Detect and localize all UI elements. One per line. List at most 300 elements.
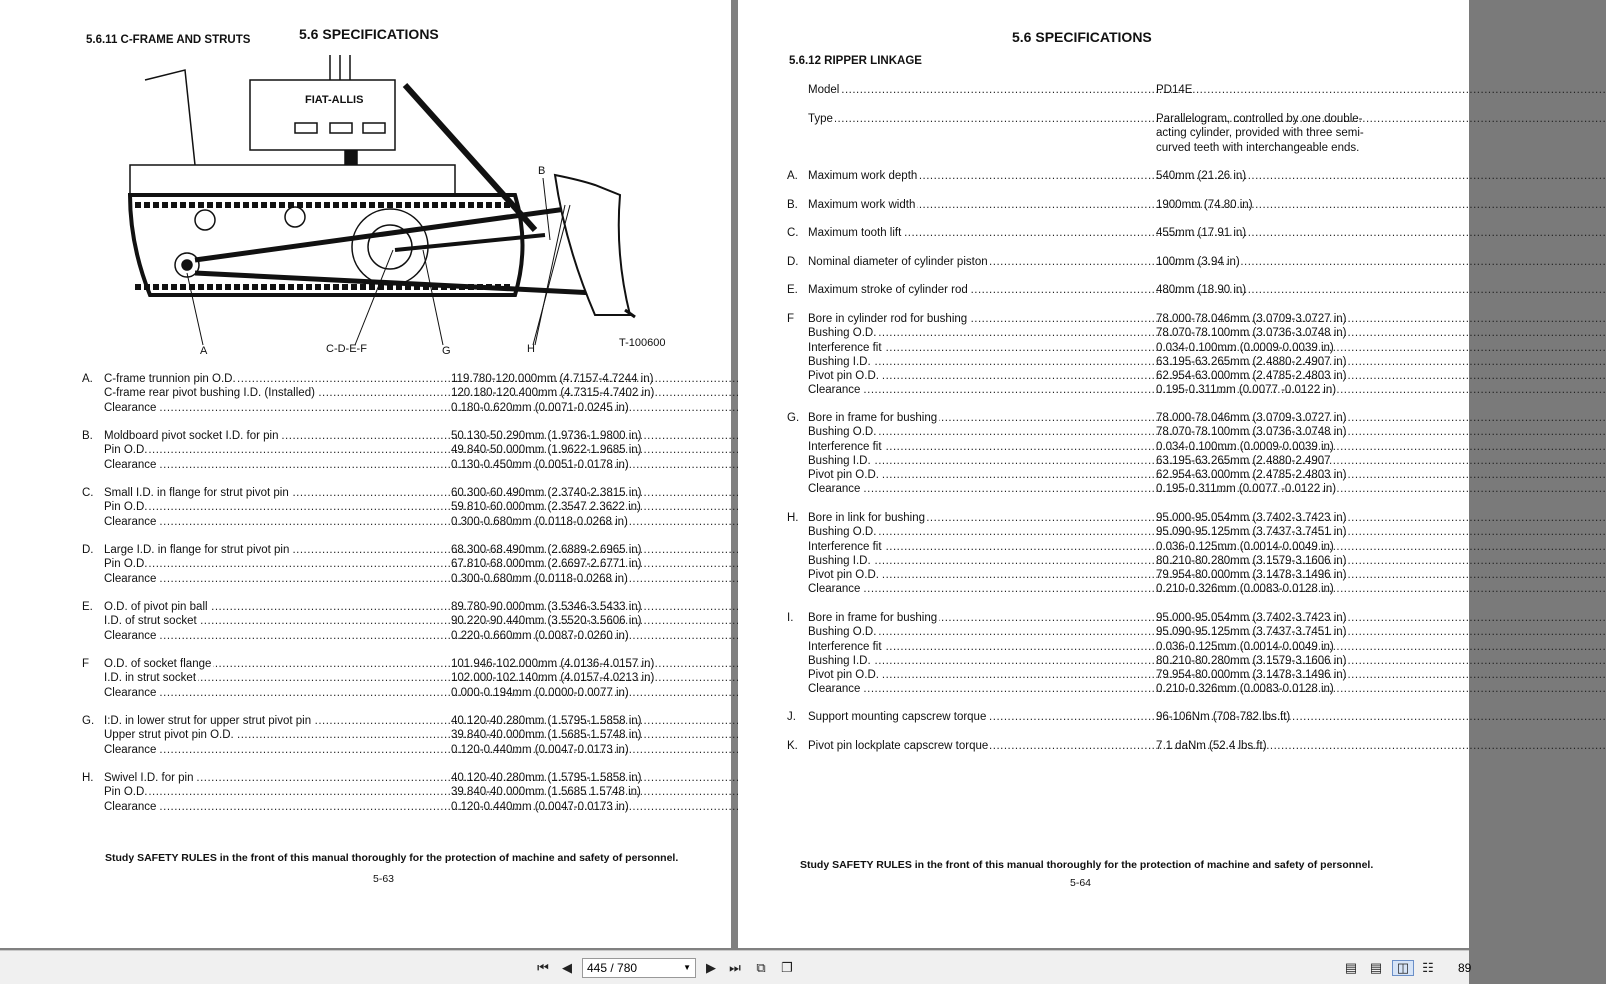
spec-label-text: Clearance xyxy=(808,384,861,397)
spec-label-text: O.D. of socket flange xyxy=(104,658,212,670)
spec-value: 0.036-0.125mm (0.0014-0.0049 in) xyxy=(1156,640,1334,653)
chevron-down-icon: ▼ xyxy=(683,963,691,972)
spec-value: 63.195-63.265mm (2.4880-2.4907 in) xyxy=(1156,355,1347,368)
document-page-left xyxy=(0,0,731,948)
spec-value: 95.090-95.125mm (3.7437-3.7451 in) xyxy=(1156,526,1347,539)
spec-value: 101.946-102.000mm (4.0136-4.0157 in) xyxy=(451,658,655,670)
spec-value: 102.000-102.140mm (4.0157-4.0213 in) xyxy=(451,672,655,685)
spec-row xyxy=(738,454,1438,468)
spec-row xyxy=(0,671,700,685)
spec-label-text: Bore in link for bushing xyxy=(808,512,925,524)
spec-value: 67.810-68.000mm (2.6697-2.6771 in) xyxy=(451,558,642,571)
spec-label xyxy=(808,383,1148,397)
callout-a: A xyxy=(200,345,208,357)
spec-label xyxy=(808,540,1148,554)
spec-value: 89.780-90.000mm (3.5346-3.5433 in) xyxy=(451,601,642,613)
spec-value: 95.000-95.054mm (3.7402-3.7423 in) xyxy=(1156,512,1347,524)
single-page-icon[interactable]: ▤ xyxy=(1344,960,1358,975)
viewer-toolbar xyxy=(0,950,1472,984)
spec-label-text: Bore in cylinder rod for bushing xyxy=(808,313,968,325)
spec-letter: C. xyxy=(82,487,94,499)
spec-row xyxy=(0,572,700,586)
document-page-right xyxy=(738,0,1469,948)
spec-row xyxy=(738,112,1438,126)
spec-value: 63.195-63.265mm (2.4880-2.4907 xyxy=(1156,454,1331,467)
page-header: 5.6 SPECIFICATIONS xyxy=(299,26,439,42)
spec-label xyxy=(104,429,442,443)
spec-row xyxy=(0,429,700,443)
spec-label xyxy=(808,326,1148,340)
spec-value: 0.000-0.194mm (0.0000-0.0077 in) xyxy=(451,686,629,699)
prev-page-icon[interactable]: ◀ xyxy=(562,960,572,975)
spec-value: 0.300-0.680mm (0.0118-0.0268 in) xyxy=(451,572,628,585)
spec-group xyxy=(0,771,700,814)
spec-label-text: Swivel I.D. for pin xyxy=(104,772,194,784)
spec-row xyxy=(0,557,700,571)
spec-label xyxy=(808,468,1148,482)
spec-value: 0.034-0.100mm (0.0009-0.0039 in) xyxy=(1156,341,1334,354)
spec-row xyxy=(738,440,1438,454)
spec-label-text: Clearance xyxy=(104,743,157,756)
spec-value: 95.000-95.054mm (3.7402-3.7423 in) xyxy=(1156,612,1347,624)
spec-label xyxy=(808,668,1148,682)
spec-value: 79.954-80.000mm (3.1478-3.1496 in) xyxy=(1156,569,1347,582)
spec-value: 0.210-0.326mm (0.0083-0.0128 in) xyxy=(1156,683,1334,696)
spec-letter: H. xyxy=(82,772,94,784)
section-title: 5.6.12 RIPPER LINKAGE xyxy=(789,55,922,67)
spec-letter: F xyxy=(787,313,795,325)
copy-icon[interactable]: ❐ xyxy=(781,960,793,975)
spec-label xyxy=(808,112,1148,126)
spec-label xyxy=(808,341,1148,355)
spec-value: 0.180-0.620mm (0.0071-0.0245 in) xyxy=(451,401,629,414)
spec-label-text: C-frame rear pivot bushing I.D. (Installed) xyxy=(104,387,315,400)
spec-value: 50.130-50.290mm (1.9736-1.9800 in) xyxy=(451,430,642,442)
spec-row xyxy=(0,743,700,757)
spec-value: 60.300-60.490mm (2.3740-2.3815 in) xyxy=(451,487,642,499)
spec-label-text: Type xyxy=(808,113,833,125)
spec-label xyxy=(104,557,442,571)
spec-label xyxy=(104,800,442,814)
spec-value: 120.180-120.400mm (4.7315-4.7402 in) xyxy=(451,387,655,400)
spec-row xyxy=(738,169,1438,183)
spec-label-text: Bushing I.D. xyxy=(808,554,871,567)
spec-row xyxy=(738,411,1438,425)
spec-label-text: Model xyxy=(808,84,840,96)
spec-value: 7 1 daNm (52.4 lbs.ft) xyxy=(1156,740,1267,752)
spec-label xyxy=(808,710,1148,724)
spec-row xyxy=(738,511,1438,525)
spec-label xyxy=(808,582,1148,596)
spec-label xyxy=(104,785,442,799)
spec-label xyxy=(104,600,442,614)
spec-row xyxy=(0,458,700,472)
spec-group xyxy=(738,312,1438,398)
spec-letter: A. xyxy=(787,170,798,182)
spec-group xyxy=(738,112,1438,155)
safety-footer: Study SAFETY RULES in the front of this manual thoroughly for the protection of machine and safety of personnel. xyxy=(800,859,1374,871)
spec-group xyxy=(738,739,1438,753)
page-number: 5-64 xyxy=(1070,877,1092,889)
spec-value: 49.840-50.000mm (1.9622-1.9685 in) xyxy=(451,444,642,457)
spec-row xyxy=(738,83,1438,97)
spec-group xyxy=(738,710,1438,724)
spec-row xyxy=(738,625,1438,639)
spec-row xyxy=(738,126,1438,140)
spec-row xyxy=(0,443,700,457)
spec-value: 79.954-80.000mm (3.1478-3.1496 in) xyxy=(1156,669,1347,682)
spec-label xyxy=(808,611,1148,625)
spec-label xyxy=(104,500,442,514)
spec-row xyxy=(738,355,1438,369)
spec-label-text: Clearance xyxy=(104,458,157,471)
spec-row xyxy=(0,372,700,386)
spec-group xyxy=(0,372,700,415)
spec-label xyxy=(808,312,1148,326)
spec-value: 0.300-0.680mm (0.0118-0.0268 in) xyxy=(451,515,628,528)
spec-row xyxy=(0,657,700,671)
spec-label-text: Interference fit xyxy=(808,341,882,354)
spec-label-text: Pivot pin O.D. xyxy=(808,469,879,482)
page-number: 5-63 xyxy=(373,873,395,885)
spec-label-text: Small I.D. in flange for strut pivot pin xyxy=(104,487,289,499)
spec-row xyxy=(0,629,700,643)
spec-value: 39.840-40.000mm (1.5685 1.5748 in) xyxy=(451,786,641,799)
spec-label-text: Clearance xyxy=(104,401,157,414)
spec-label-text: Support mounting capscrew torque xyxy=(808,711,987,723)
page-header: 5.6 SPECIFICATIONS xyxy=(1012,29,1152,45)
spec-row xyxy=(738,383,1438,397)
spec-letter: K. xyxy=(787,740,798,752)
spec-row xyxy=(738,654,1438,668)
spec-row xyxy=(738,540,1438,554)
spec-value: 119.780-120.000mm (4.7157-4.7244 in) xyxy=(451,373,654,385)
spec-label xyxy=(808,255,1148,269)
spec-label-text: C-frame trunnion pin O.D. xyxy=(104,373,236,385)
spec-label-text: Clearance xyxy=(104,629,157,642)
spec-letter: E. xyxy=(82,601,93,613)
spec-group xyxy=(738,226,1438,240)
spec-row xyxy=(738,739,1438,753)
spec-label-text: Bushing O.D. xyxy=(808,526,877,539)
spec-value: 68.300-68.490mm (2.6889-2.6965 in) xyxy=(451,544,642,556)
spec-label-text: Clearance xyxy=(808,583,861,596)
spec-row xyxy=(738,482,1438,496)
spec-row xyxy=(738,710,1438,724)
spec-value: 78.070-78.100mm (3.0736-3.0748 in) xyxy=(1156,426,1347,439)
spec-label xyxy=(104,572,442,586)
spec-group xyxy=(0,657,700,700)
spec-label xyxy=(808,226,1148,240)
spec-label-text: Upper strut pivot pin O.D. xyxy=(104,729,234,742)
spec-label-text: Maximum work width xyxy=(808,199,916,211)
spec-label-text: Bushing O.D. xyxy=(808,426,877,439)
spec-value: 62.954-63.000mm (2.4785-2.4803 in) xyxy=(1156,370,1347,383)
spec-value: 0.220-0.660mm (0.0087-0.0260 in) xyxy=(451,629,629,642)
spec-label xyxy=(808,454,1148,468)
spec-label xyxy=(104,728,442,742)
spec-value: 78.070-78.100mm (3.0736-3.0748 in) xyxy=(1156,327,1347,340)
spec-row xyxy=(738,198,1438,212)
spec-label xyxy=(104,714,442,728)
spec-label xyxy=(808,525,1148,539)
spec-label xyxy=(808,640,1148,654)
spec-group xyxy=(738,511,1438,597)
spec-value: PD14E xyxy=(1156,84,1193,96)
spec-group xyxy=(738,198,1438,212)
spec-row xyxy=(738,568,1438,582)
spec-row xyxy=(0,785,700,799)
spec-row xyxy=(738,141,1438,155)
spec-label xyxy=(808,198,1148,212)
spec-row xyxy=(0,771,700,785)
spec-value: 480mm (18.90 in) xyxy=(1156,284,1247,296)
spec-label-text: Pin O.D. xyxy=(104,558,148,571)
spec-label-text: Maximum work depth xyxy=(808,170,918,182)
spec-letter: G. xyxy=(787,412,800,424)
spec-label-text: Clearance xyxy=(104,686,157,699)
spec-value: 0.120-0.440mm (0.0047-0.0173 in) xyxy=(451,800,629,813)
spec-label-text: I.D. in strut socket xyxy=(104,672,197,685)
spec-row xyxy=(738,425,1438,439)
spec-label-text: Maximum stroke of cylinder rod xyxy=(808,284,968,296)
spec-value: 1900mm (74.80 in) xyxy=(1156,199,1253,211)
spec-label xyxy=(808,355,1148,369)
spec-letter: D. xyxy=(82,544,94,556)
spec-row xyxy=(0,515,700,529)
spec-label-text: Pivot pin lockplate capscrew torque xyxy=(808,740,989,752)
spec-value: 40.120-40.280mm (1.5795-1.5858 in) xyxy=(451,772,642,784)
spec-label xyxy=(808,369,1148,383)
spec-value: curved teeth with interchangeable ends. xyxy=(1156,141,1360,154)
spec-value: 0.036-0.125mm (0.0014-0.0049 in) xyxy=(1156,540,1334,553)
grid-icon[interactable]: ☷ xyxy=(1422,960,1434,975)
spec-label xyxy=(808,169,1148,183)
spec-value: 78.000-78.046mm (3.0709-3.0727 in) xyxy=(1156,313,1347,325)
spec-letter: A. xyxy=(82,373,93,385)
spec-label-text: Clearance xyxy=(104,572,157,585)
spec-label xyxy=(104,458,442,472)
spec-row xyxy=(738,226,1438,240)
spec-value: acting cylinder, provided with three semi- xyxy=(1156,127,1364,140)
spec-value: 0.130-0.450mm (0.0051-0.0178 in) xyxy=(451,458,629,471)
spec-value: 0.210-0.326mm (0.0083-0.0128 in) xyxy=(1156,583,1334,596)
spec-group xyxy=(0,429,700,472)
last-page-icon[interactable]: ⏭ xyxy=(729,960,741,975)
spec-row xyxy=(738,255,1438,269)
spec-label-text: Interference fit xyxy=(808,540,882,553)
spec-value: 0.195-0.311mm (0.0077 -0.0122 in) xyxy=(1156,384,1337,397)
spec-label-text: Clearance xyxy=(808,683,861,696)
spec-label-text: Clearance xyxy=(104,515,157,528)
spec-label-text: Pin O.D. xyxy=(104,786,148,799)
spec-letter: F xyxy=(82,658,90,670)
spec-value: Parallelogram, controlled by one double- xyxy=(1156,113,1363,125)
callout-c-d-e-f: C-D-E-F xyxy=(326,343,367,355)
spec-label xyxy=(104,515,442,529)
brand-label: FIAT-ALLIS xyxy=(305,94,364,106)
spec-letter: J. xyxy=(787,711,796,723)
spec-value: 59.810-60.000mm (2.3547 2.3622 in) xyxy=(451,501,641,514)
spec-value: 80.210-80.280mm (3.1579-3.1606 in) xyxy=(1156,654,1347,667)
spec-row xyxy=(0,486,700,500)
safety-footer: Study SAFETY RULES in the front of this manual thoroughly for the protection of machine and safety of personnel. xyxy=(105,852,679,864)
spec-row xyxy=(738,369,1438,383)
spec-label xyxy=(808,440,1148,454)
spec-group xyxy=(738,611,1438,697)
spec-label-text: I:D. in lower strut for upper strut pivot pin xyxy=(104,715,312,727)
spec-value: 40.120-40.280mm (1.5795-1.5858 in) xyxy=(451,715,642,727)
spec-value: 100mm (3.94 in) xyxy=(1156,256,1240,268)
spec-label xyxy=(104,543,442,557)
facing-icon[interactable]: ◫ xyxy=(1392,960,1414,976)
spec-row xyxy=(738,525,1438,539)
page-indicator: 445 / 780 xyxy=(587,961,638,975)
spec-label-text: Bushing I.D. xyxy=(808,355,871,368)
spec-label xyxy=(104,443,442,457)
spec-row xyxy=(0,728,700,742)
spec-label xyxy=(808,739,1148,753)
spec-label xyxy=(104,671,442,685)
page-selector[interactable] xyxy=(582,958,696,978)
spec-row xyxy=(0,800,700,814)
spec-row xyxy=(0,386,700,400)
spec-label-text: Interference fit xyxy=(808,640,882,653)
callout-b: B xyxy=(538,165,546,177)
callout-g: G xyxy=(442,345,451,357)
spec-row xyxy=(0,543,700,557)
spec-row xyxy=(0,686,700,700)
spec-group xyxy=(738,411,1438,497)
spec-row xyxy=(738,582,1438,596)
spec-label-text: Clearance xyxy=(104,800,157,813)
spec-value: 0.034-0.100mm (0.0009-0.0039 in) xyxy=(1156,440,1334,453)
spec-value: 80.210-80.280mm (3.1579-3.1606 in) xyxy=(1156,554,1347,567)
spec-label xyxy=(808,625,1148,639)
spec-label-text: Bushing O.D. xyxy=(808,626,877,639)
first-page-icon[interactable]: ⏮ xyxy=(537,960,549,975)
spec-value: 39.840-40.000mm (1.5685-1.5748 in) xyxy=(451,729,642,742)
spec-row xyxy=(0,614,700,628)
spec-value: 95.090-95.125mm (3.7437-3.7451 in) xyxy=(1156,626,1347,639)
spec-label-text: Pivot pin O.D. xyxy=(808,669,879,682)
spec-group xyxy=(0,714,700,757)
spec-row xyxy=(738,554,1438,568)
spec-group xyxy=(738,283,1438,297)
spec-label-text: Pin O.D. xyxy=(104,501,148,514)
spec-row xyxy=(738,341,1438,355)
spec-row xyxy=(0,714,700,728)
spec-label xyxy=(104,401,442,415)
spec-label xyxy=(808,482,1148,496)
spec-label xyxy=(808,682,1148,696)
spec-letter: B. xyxy=(787,199,798,211)
spec-group xyxy=(0,486,700,529)
spec-value: 90.220-90.440mm (3.5520-3.5606 in) xyxy=(451,615,642,628)
spec-group xyxy=(738,83,1438,97)
spec-letter: I. xyxy=(787,612,794,624)
spec-label xyxy=(104,372,442,386)
spec-row xyxy=(0,500,700,514)
spec-label-text: Pin O.D. xyxy=(104,444,148,457)
spec-label xyxy=(104,743,442,757)
bulldozer-drawing xyxy=(125,55,685,360)
spec-value: 455mm (17.91 in) xyxy=(1156,227,1247,239)
spec-label xyxy=(808,511,1148,525)
spec-label-text: Large I.D. in flange for strut pivot pin xyxy=(104,544,290,556)
spec-label xyxy=(808,411,1148,425)
spec-label-text: Bushing I.D. xyxy=(808,454,871,467)
spec-row xyxy=(738,283,1438,297)
spec-label-text: Moldboard pivot socket I.D. for pin xyxy=(104,430,279,442)
spec-label-text: I.D. of strut socket xyxy=(104,615,197,628)
spec-row xyxy=(738,640,1438,654)
spec-label-text: Nominal diameter of cylinder piston xyxy=(808,256,988,268)
spec-label-text: Pivot pin O.D. xyxy=(808,370,879,383)
spec-label-text: Interference fit xyxy=(808,440,882,453)
spec-value: 78.000-78.046mm (3.0709-3.0727 in) xyxy=(1156,412,1347,424)
spec-letter: E. xyxy=(787,284,798,296)
spec-value: 0.195-0.311mm (0.0077 -0.0122 in) xyxy=(1156,483,1337,496)
spec-group xyxy=(0,600,700,643)
spec-value: 540mm (21.26 in) xyxy=(1156,170,1247,182)
spec-label xyxy=(808,425,1148,439)
spec-label xyxy=(808,568,1148,582)
spec-label-text: Maximum tooth lift xyxy=(808,227,902,239)
spec-label-text: Bore in frame for bushing xyxy=(808,412,938,424)
spec-label-text: Bushing I.D. xyxy=(808,654,871,667)
spec-row xyxy=(0,600,700,614)
spec-row xyxy=(738,468,1438,482)
zoom-level: 89 xyxy=(1458,961,1472,975)
spec-label-text: Clearance xyxy=(808,483,861,496)
spec-value: 62.954-63.000mm (2.4785-2.4803 in) xyxy=(1156,469,1347,482)
spec-group xyxy=(738,255,1438,269)
spec-label-text: Pivot pin O.D. xyxy=(808,569,879,582)
spec-row xyxy=(738,668,1438,682)
spec-value: 0.120-0.440mm (0.0047-0.0173 in) xyxy=(451,743,629,756)
spec-letter: D. xyxy=(787,256,799,268)
spec-letter: H. xyxy=(787,512,799,524)
spec-label-text: Bushing O.D. xyxy=(808,327,877,340)
spec-label xyxy=(104,686,442,700)
spec-label xyxy=(104,486,442,500)
callout-h: H xyxy=(527,343,535,355)
spec-letter: B. xyxy=(82,430,93,442)
spec-label-text: Bore in frame for bushing xyxy=(808,612,938,624)
spec-label xyxy=(104,614,442,628)
next-page-icon[interactable]: ▶ xyxy=(706,960,716,975)
spec-row xyxy=(738,682,1438,696)
spec-label xyxy=(104,771,442,785)
spec-letter: C. xyxy=(787,227,799,239)
spec-letter: G. xyxy=(82,715,95,727)
spec-label xyxy=(104,657,442,671)
spec-row xyxy=(738,611,1438,625)
section-title: 5.6.11 C-FRAME AND STRUTS xyxy=(86,34,251,46)
spec-row xyxy=(0,401,700,415)
spec-label xyxy=(808,83,1148,97)
continuous-icon[interactable]: ▤ xyxy=(1369,960,1383,975)
bulldozer-diagram xyxy=(125,55,685,360)
rotate-icon[interactable]: ⧉ xyxy=(756,960,766,975)
spec-label xyxy=(104,629,442,643)
spec-label xyxy=(104,386,442,400)
spec-group xyxy=(738,169,1438,183)
spec-value: 96-106Nm (708-782 lbs.ft) xyxy=(1156,711,1291,723)
spec-label xyxy=(808,283,1148,297)
spec-label xyxy=(808,554,1148,568)
